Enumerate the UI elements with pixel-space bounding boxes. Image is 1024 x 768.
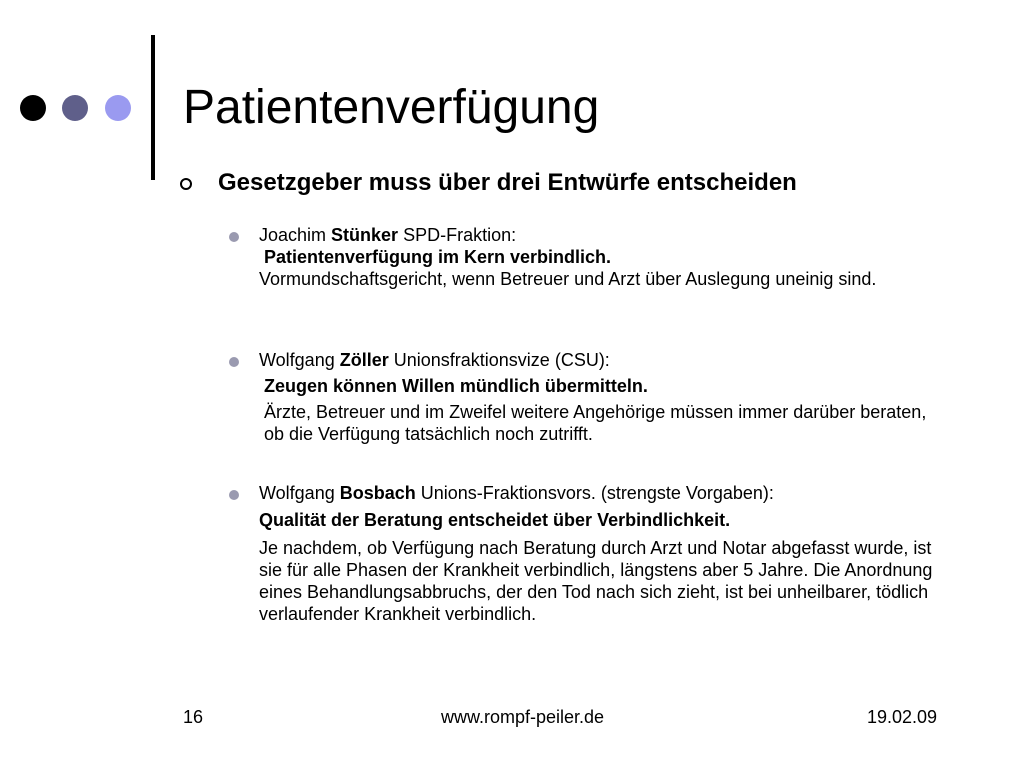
bold-statement: Qualität der Beratung entscheidet über Verbindlichkeit. — [259, 510, 731, 530]
role: SPD-Fraktion: — [398, 225, 517, 245]
slide-title: Patientenverfügung — [183, 81, 600, 134]
detail-text: Vormundschaftsgericht, wenn Betreuer und Arzt über Auslegung uneinig sind. — [259, 269, 877, 289]
bullet-dot-icon — [229, 490, 239, 500]
main-bullet — [180, 166, 797, 200]
detail-text: Ärzte, Betreuer und im Zweifel weitere Angehörige müssen immer darüber beraten, ob die Verfügung tatsächlich noch zutrifft. — [264, 402, 927, 444]
footer-url: www.rompf-peiler.de — [441, 707, 605, 727]
footer-date: 19.02.09 — [867, 707, 938, 727]
detail-text: Je nachdem, ob Verfügung nach Beratung durch Arzt und Notar abgefasst wurde, ist sie für alle Phasen der Krankheit verbindlich, längstens aber 5 Jahre. Die Anordnung eines Behandlungsabbruchs, der den Tod nach sich zieht, ist bei unheilbarer, tödlich verlaufender Krankheit verbindlich. — [259, 538, 933, 624]
list-item-body — [259, 349, 939, 445]
role: Unionsfraktionsvize (CSU): — [388, 350, 610, 370]
list-item-heading — [259, 482, 939, 504]
last-name: Stünker — [331, 225, 399, 245]
role: Unions-Fraktionsvors. (strengste Vorgaben): — [415, 483, 774, 503]
list-item-body — [259, 482, 939, 625]
list-item-heading — [259, 224, 939, 246]
main-bullet-text: Gesetzgeber muss über drei Entwürfe entscheiden — [218, 169, 797, 196]
bold-statement: Zeugen können Willen mündlich übermitteln. — [264, 376, 648, 396]
bullet-dot-icon — [229, 357, 239, 367]
last-name: Bosbach — [339, 483, 416, 503]
dot-icon — [20, 95, 46, 121]
dot-icon — [62, 95, 88, 121]
title-divider — [151, 35, 155, 180]
list-item-body — [259, 224, 939, 290]
last-name: Zöller — [339, 350, 389, 370]
first-name: Wolfgang — [259, 483, 335, 503]
bold-statement: Patientenverfügung im Kern verbindlich. — [264, 247, 612, 267]
ring-bullet-icon — [180, 178, 192, 190]
bullet-dot-icon — [229, 232, 239, 242]
list-item-heading — [259, 349, 939, 371]
page-number: 16 — [183, 707, 204, 727]
first-name: Wolfgang — [259, 350, 335, 370]
first-name: Joachim — [259, 225, 327, 245]
dot-icon — [105, 95, 131, 121]
